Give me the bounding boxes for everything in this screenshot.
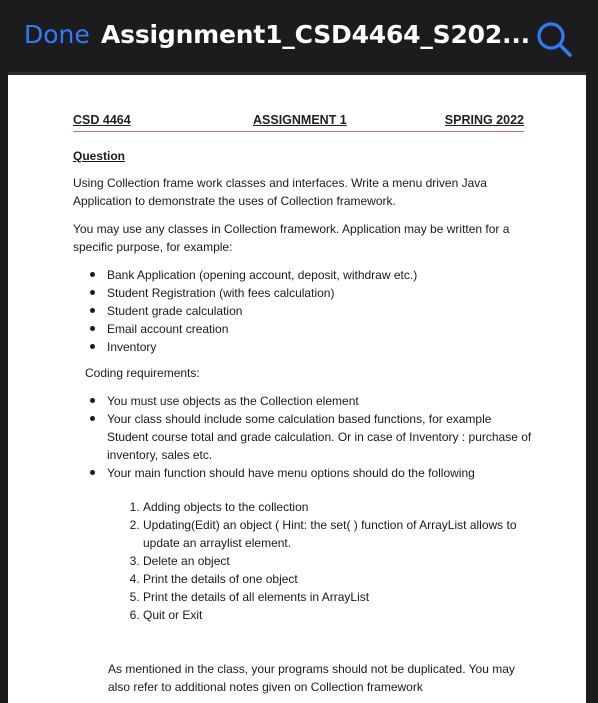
- purpose-paragraph: You may use any classes in Collection framework. Application may be written for a specific purpose, for example:: [73, 222, 510, 254]
- examples-list: [73, 266, 533, 356]
- coding-requirements-heading: Coding requirements:: [85, 366, 200, 380]
- requirements-list: [73, 392, 533, 482]
- document-header: [73, 113, 524, 132]
- list-item: 3. Delete an object: [143, 552, 533, 570]
- menu-options-list: [73, 498, 533, 624]
- search-icon[interactable]: [532, 17, 576, 61]
- closing-paragraph: As mentioned in the class, your programs should not be duplicated. You may also refer to additional notes given on Collection framework: [108, 662, 515, 694]
- list-item: Email account creation: [107, 320, 533, 338]
- document-page[interactable]: [8, 72, 586, 703]
- list-item: 5. Print the details of all elements in ArrayList: [143, 588, 533, 606]
- viewer-toolbar: [0, 0, 598, 72]
- question-heading: Question: [73, 149, 126, 163]
- list-item: Bank Application (opening account, deposit, withdraw etc.): [107, 266, 533, 284]
- list-item: 4. Print the details of one object: [143, 570, 533, 588]
- done-button[interactable]: Done: [24, 20, 90, 49]
- list-item: Inventory: [107, 338, 533, 356]
- term-label: SPRING 2022: [444, 113, 524, 127]
- intro-paragraph: Using Collection frame work classes and interfaces. Write a menu driven Java Application to demonstrate the uses of Collection framework.: [73, 176, 487, 208]
- document-title: Assignment1_CSD4464_S202...: [101, 20, 530, 49]
- list-item: 1. Adding objects to the collection: [143, 498, 533, 516]
- list-item: 2. Updating(Edit) an object ( Hint: the set( ) function of ArrayList allows to update an arraylist element.: [143, 516, 533, 552]
- list-item: Student Registration (with fees calculation): [107, 284, 533, 302]
- list-item: Student grade calculation: [107, 302, 533, 320]
- list-item: 6. Quit or Exit: [143, 606, 533, 624]
- course-code: CSD 4464: [73, 113, 131, 127]
- list-item: You must use objects as the Collection element: [107, 392, 533, 410]
- list-item: Your main function should have menu options should do the following: [107, 464, 533, 482]
- assignment-label: ASSIGNMENT 1: [253, 113, 347, 127]
- list-item: Your class should include some calculation based functions, for example Student course total and grade calculation. Or in case of Inventory : purchase of inventory, sales etc.: [107, 412, 532, 462]
- document-body: [73, 147, 533, 696]
